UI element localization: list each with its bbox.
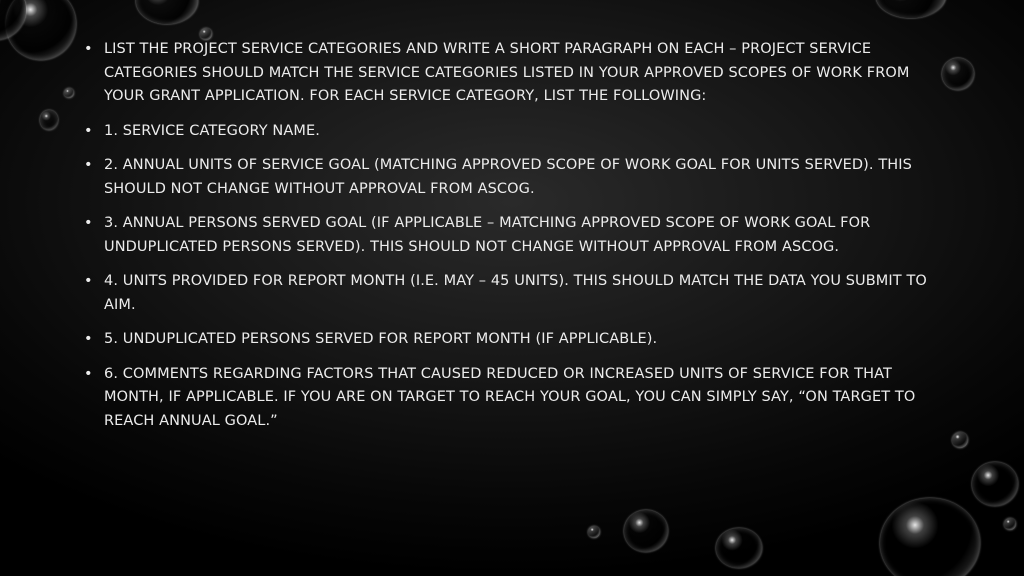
droplet-top-right — [876, 0, 946, 18]
bullet-text: 2. ANNUAL UNITS OF SERVICE GOAL (MATCHING APPROVED SCOPE OF WORK GOAL FOR UNITS SERVED). THIS SHOULD NOT CHANGE WITHOUT APPROVAL FROM ASCOG. — [104, 157, 912, 197]
bullet-text: 3. ANNUAL PERSONS SERVED GOAL (IF APPLICABLE – MATCHING APPROVED SCOPE OF WORK GOAL FOR UNDUPLICATED PERSONS SERVED). THIS SHOULD NOT CHANGE WITHOUT APPROVAL FROM ASCOG. — [104, 215, 871, 255]
bullet-item-2 — [84, 154, 944, 201]
bullet-item-3 — [84, 212, 944, 259]
droplet-bottom-right-small — [1004, 518, 1016, 530]
droplet-left-small — [64, 88, 74, 98]
bullet-item-6 — [84, 363, 944, 434]
bullet-dot-icon: • — [84, 365, 93, 382]
bullet-dot-icon: • — [84, 157, 93, 173]
droplet-bottom-mid — [716, 528, 762, 568]
bullet-dot-icon: • — [84, 122, 93, 139]
bullet-dot-icon: • — [84, 331, 93, 347]
droplet-right-upper — [942, 58, 974, 90]
bullet-item-5 — [84, 328, 944, 352]
droplet-top-center — [136, 0, 198, 24]
droplet-right-lower — [972, 462, 1018, 506]
bullet-item-1 — [84, 120, 944, 144]
bullet-list — [84, 38, 944, 433]
bullet-dot-icon: • — [84, 273, 93, 289]
droplet-left-mid — [40, 110, 58, 130]
bullet-dot-icon: • — [84, 215, 93, 231]
droplet-right-small — [952, 432, 968, 448]
bullet-text: 4. UNITS PROVIDED FOR REPORT MONTH (I.E. MAY – 45 UNITS). THIS SHOULD MATCH THE DATA YOU SUBMIT TO AIM. — [104, 273, 927, 313]
bullet-dot-icon: • — [84, 41, 93, 57]
bullet-text: 1. SERVICE CATEGORY NAME. — [104, 122, 320, 139]
droplet-bottom-center — [624, 510, 668, 552]
slide-content — [84, 38, 944, 444]
bullet-text: 5. UNDUPLICATED PERSONS SERVED FOR REPORT MONTH (IF APPLICABLE). — [104, 331, 658, 347]
droplet-bottom-center-small — [588, 526, 600, 538]
bullet-item-4 — [84, 270, 944, 317]
bullet-text: 6. COMMENTS REGARDING FACTORS THAT CAUSED REDUCED OR INCREASED UNITS OF SERVICE FOR THAT MONTH, IF APPLICABLE. IF YOU ARE ON TARGET TO REACH YOUR GOAL, YOU CAN SIMPLY SAY, “ON TARGET TO REACH ANNUAL GOAL.” — [104, 365, 916, 429]
droplet-bottom-right-large — [880, 498, 980, 576]
bullet-item-intro — [84, 38, 944, 109]
bullet-text: LIST THE PROJECT SERVICE CATEGORIES AND WRITE A SHORT PARAGRAPH ON EACH – PROJECT SERVICE CATEGORIES SHOULD MATCH THE SERVICE CATEGORIES LISTED IN YOUR APPROVED SCOPES OF WORK FROM YOUR GRANT APPLICATION. FOR EACH SERVICE CATEGORY, LIST THE FOLLOWING: — [104, 41, 910, 104]
